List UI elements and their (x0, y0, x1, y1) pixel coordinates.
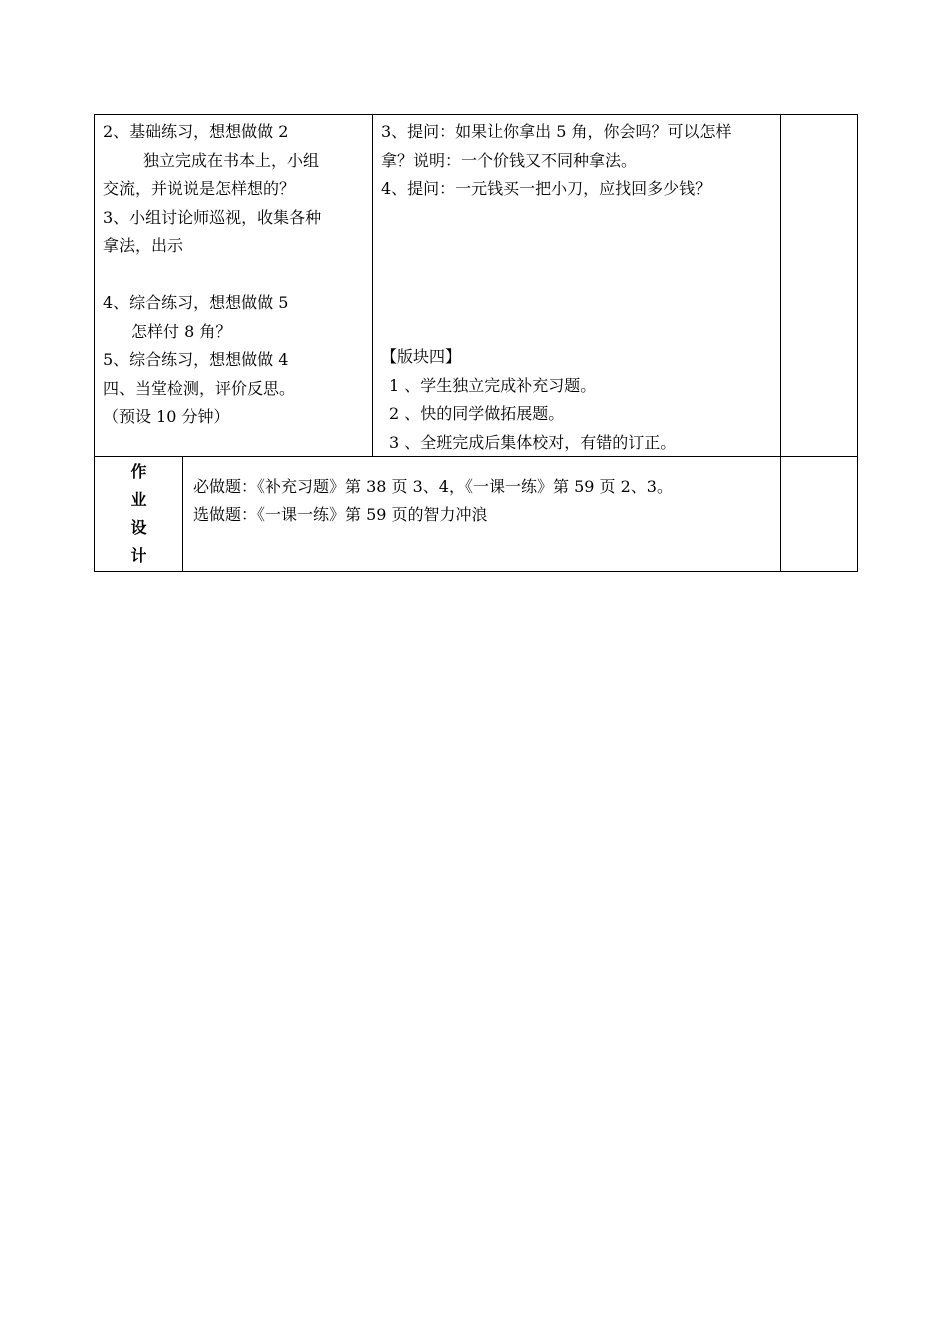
step-line: 5、综合练习，想想做做 4 (103, 350, 289, 369)
optional-homework: 选做题：《一课一练》第 59 页的智力冲浪 (193, 505, 488, 524)
notes-cell (781, 115, 858, 457)
blank-line (103, 261, 372, 290)
section-four (381, 343, 676, 457)
step-line: （预设 10 分钟） (103, 407, 230, 426)
activity-line: 拿？说明：一个价钱又不同种拿法。 (381, 150, 638, 170)
activity-line: 4、提问：一元钱买一把小刀，应找回多少钱？ (381, 179, 712, 198)
activity-line: 3、提问：如果让你拿出 5 角，你会吗？可以怎样 (381, 122, 732, 141)
lesson-plan-table (94, 114, 858, 572)
homework-label-char: 业 (130, 490, 147, 509)
section-item: 3 、全班完成后集体校对，有错的订正。 (389, 432, 677, 452)
homework-notes-cell (781, 457, 858, 572)
homework-content-cell (183, 457, 781, 572)
step-line: 4、综合练习，想想做做 5 (103, 293, 289, 312)
step-line: 拿法，出示 (103, 236, 184, 255)
section-title: 【版块四】 (381, 347, 462, 366)
section-item: 1 、学生独立完成补充习题。 (389, 375, 597, 395)
homework-label-char: 作 (130, 462, 147, 481)
activity-row (95, 115, 858, 457)
required-homework: 必做题：《补充习题》第 38 页 3、4，《一课一练》第 59 页 2、3。 (193, 477, 673, 496)
step-line: 交流，并说说是怎样想的？ (103, 179, 296, 198)
homework-row (95, 457, 858, 572)
teaching-steps-cell (95, 115, 373, 457)
step-line: 怎样付 8 角？ (131, 321, 232, 341)
step-line: 独立完成在书本上，小组 (143, 150, 320, 170)
step-line: 四、当堂检测，评价反思。 (103, 378, 296, 398)
step-line: 2、基础练习，想想做做 2 (103, 122, 289, 141)
section-item: 2 、快的同学做拓展题。 (389, 404, 565, 423)
homework-label-char: 计 (130, 546, 147, 565)
teacher-activity-cell (373, 115, 781, 457)
homework-label-char: 设 (130, 518, 147, 537)
step-line: 3、小组讨论师巡视，收集各种 (103, 207, 322, 227)
homework-label-cell (95, 457, 183, 572)
